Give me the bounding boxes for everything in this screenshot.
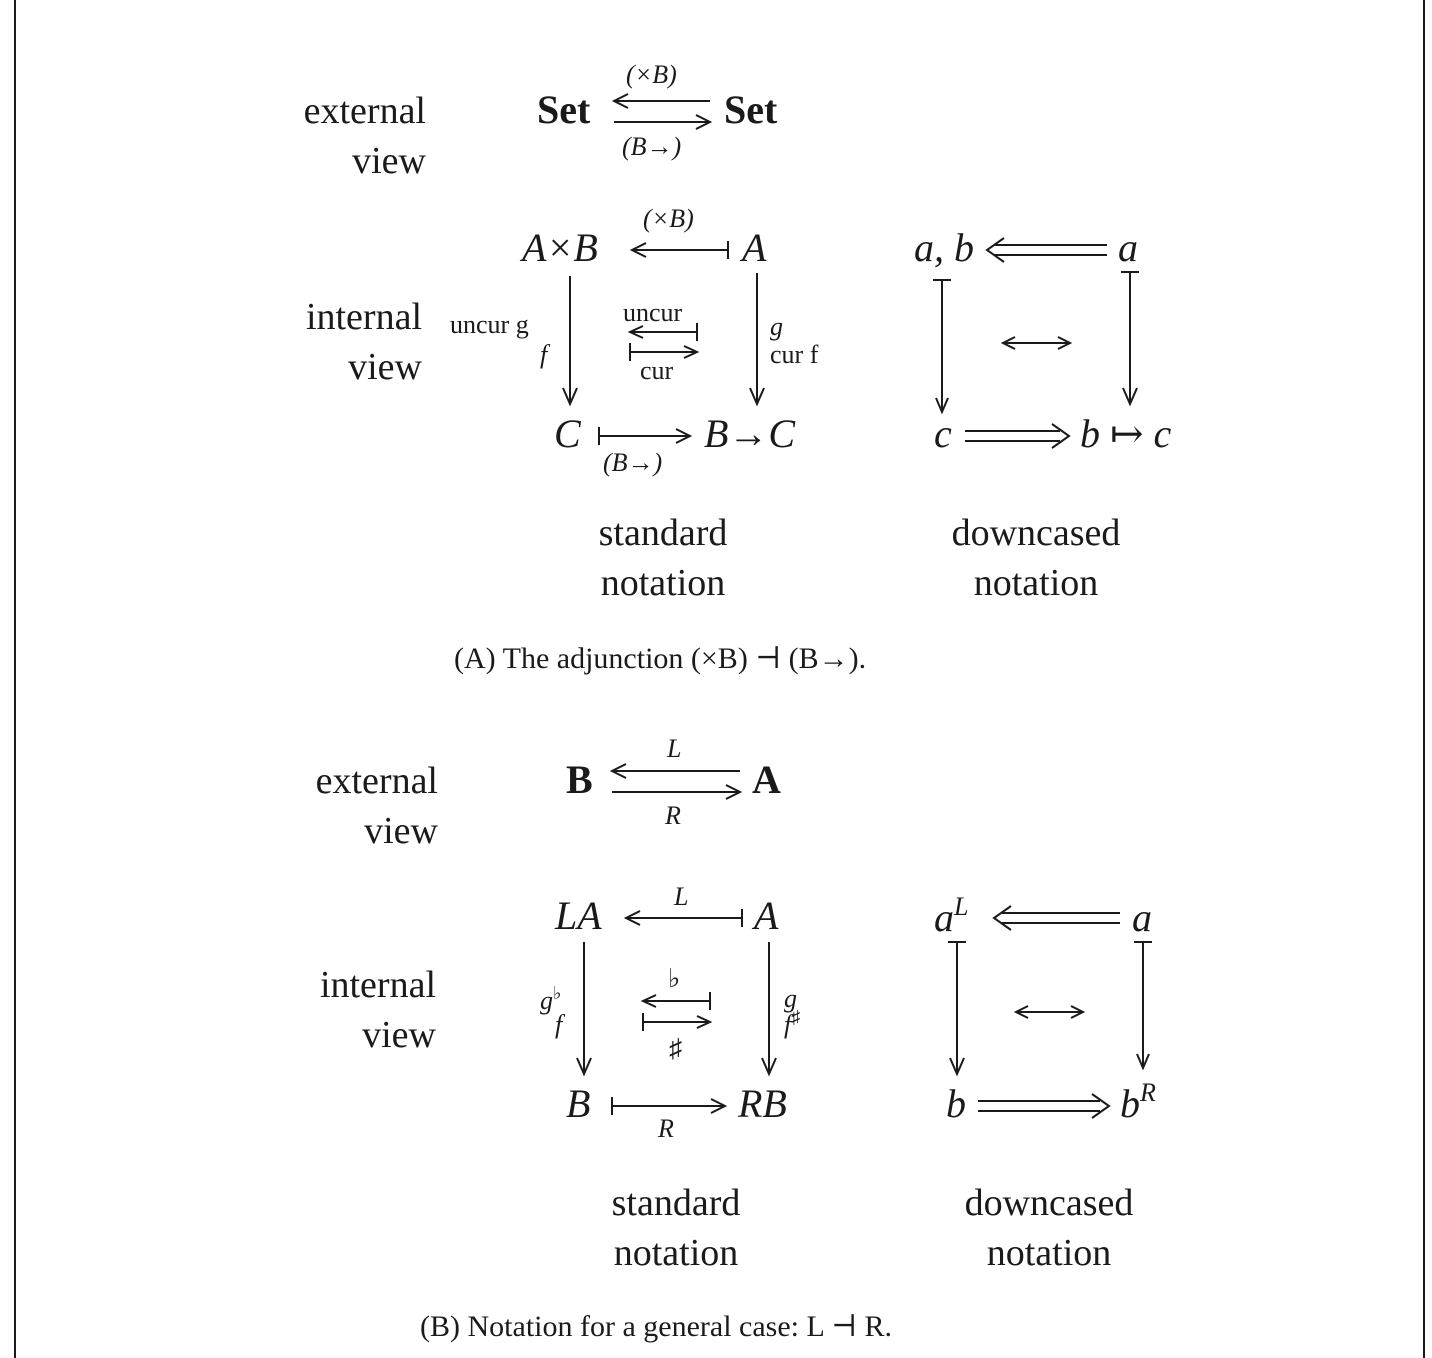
node-a-b: A bbox=[754, 893, 779, 938]
object-set-left: Set bbox=[537, 87, 591, 132]
node-a-down: a bbox=[1118, 225, 1138, 270]
internal-view-label-line2-b: view bbox=[362, 1014, 436, 1056]
label-sharp-middle: ♯ bbox=[669, 1034, 682, 1063]
arrow-label-b-to-internal: (B→) bbox=[603, 448, 663, 477]
node-b-to-c: B→C bbox=[704, 411, 796, 456]
label-uncur-g: uncur g bbox=[450, 310, 529, 339]
standard-notation-label-line2-b: notation bbox=[613, 1232, 739, 1274]
node-la: LA bbox=[555, 893, 602, 938]
label-g-right-b: g bbox=[784, 984, 797, 1013]
arrow-label-times-b: (×B) bbox=[626, 60, 677, 89]
figure-frame bbox=[14, 0, 1425, 1358]
node-a-times-b: A×B bbox=[522, 225, 598, 270]
caption-text-b: Notation for a general case: L ⊣ R. bbox=[467, 1310, 893, 1343]
label-f-sharp bbox=[784, 1007, 801, 1039]
category-a: A bbox=[752, 757, 781, 802]
caption-text: The adjunction (×B) ⊣ (B→). bbox=[502, 642, 867, 675]
external-view-label-line1-b: external bbox=[315, 760, 438, 802]
b-base: b bbox=[1120, 1081, 1140, 1126]
caption-tag: (A) bbox=[454, 642, 496, 675]
label-f-left: f bbox=[540, 340, 548, 369]
node-c-down: c bbox=[934, 411, 952, 456]
node-a: A bbox=[742, 225, 767, 270]
downcased-notation-label-line2-b: notation bbox=[986, 1232, 1112, 1274]
figure-b-caption bbox=[420, 1312, 892, 1342]
node-rb: RB bbox=[738, 1081, 787, 1126]
standard-notation-label-line2: notation bbox=[600, 562, 726, 604]
category-b: B bbox=[566, 757, 593, 802]
node-a-comma-b: a, b bbox=[914, 225, 974, 270]
downcased-notation-label-line1-b: downcased bbox=[964, 1182, 1134, 1224]
arrow-label-b-to: (B→) bbox=[622, 132, 682, 161]
label-f: f bbox=[784, 1010, 792, 1039]
figure-a-caption bbox=[454, 644, 866, 674]
caption-tag-b: (B) bbox=[420, 1310, 460, 1343]
node-b-r bbox=[1120, 1078, 1156, 1126]
label-cur-middle: cur bbox=[640, 356, 674, 385]
node-b-down: b bbox=[946, 1081, 966, 1126]
label-cur-f: cur f bbox=[770, 340, 819, 369]
flat-sup: ♭ bbox=[553, 983, 562, 1003]
sharp-sup: ♯ bbox=[791, 1007, 801, 1027]
external-view-label-line2: view bbox=[352, 140, 426, 182]
external-view-label-line2-b: view bbox=[364, 810, 438, 852]
node-b-mapsto-c: b ↦ c bbox=[1080, 411, 1172, 456]
label-flat-middle: ♭ bbox=[668, 964, 681, 993]
internal-view-label-line1-b: internal bbox=[319, 964, 436, 1006]
internal-view-label-line1: internal bbox=[305, 296, 422, 338]
arrow-label-r: R bbox=[665, 801, 681, 830]
label-f-left-b: f bbox=[555, 1010, 563, 1039]
arrow-label-r-internal: R bbox=[658, 1114, 674, 1143]
r-sup: R bbox=[1140, 1078, 1156, 1107]
node-c: C bbox=[554, 411, 581, 456]
node-b-b: B bbox=[566, 1081, 591, 1126]
internal-view-label-line2: view bbox=[348, 346, 422, 388]
label-g-right: g bbox=[770, 312, 783, 341]
downcased-notation-label-line1: downcased bbox=[951, 512, 1121, 554]
label-uncur-middle: uncur bbox=[623, 298, 683, 327]
arrow-label-times-b-internal: (×B) bbox=[643, 204, 694, 233]
node-a-l bbox=[934, 892, 969, 940]
l-sup: L bbox=[954, 892, 969, 921]
node-a-down-b: a bbox=[1132, 895, 1152, 940]
a-base: a bbox=[934, 895, 954, 940]
object-set-right: Set bbox=[724, 87, 778, 132]
external-view-label-line1: external bbox=[303, 90, 426, 132]
label-g: g bbox=[540, 986, 553, 1015]
standard-notation-label-line1-b: standard bbox=[611, 1182, 741, 1224]
downcased-notation-label-line2: notation bbox=[973, 562, 1099, 604]
standard-notation-label-line1: standard bbox=[598, 512, 728, 554]
arrow-label-l-internal: L bbox=[674, 882, 689, 911]
arrow-label-l: L bbox=[667, 734, 682, 763]
